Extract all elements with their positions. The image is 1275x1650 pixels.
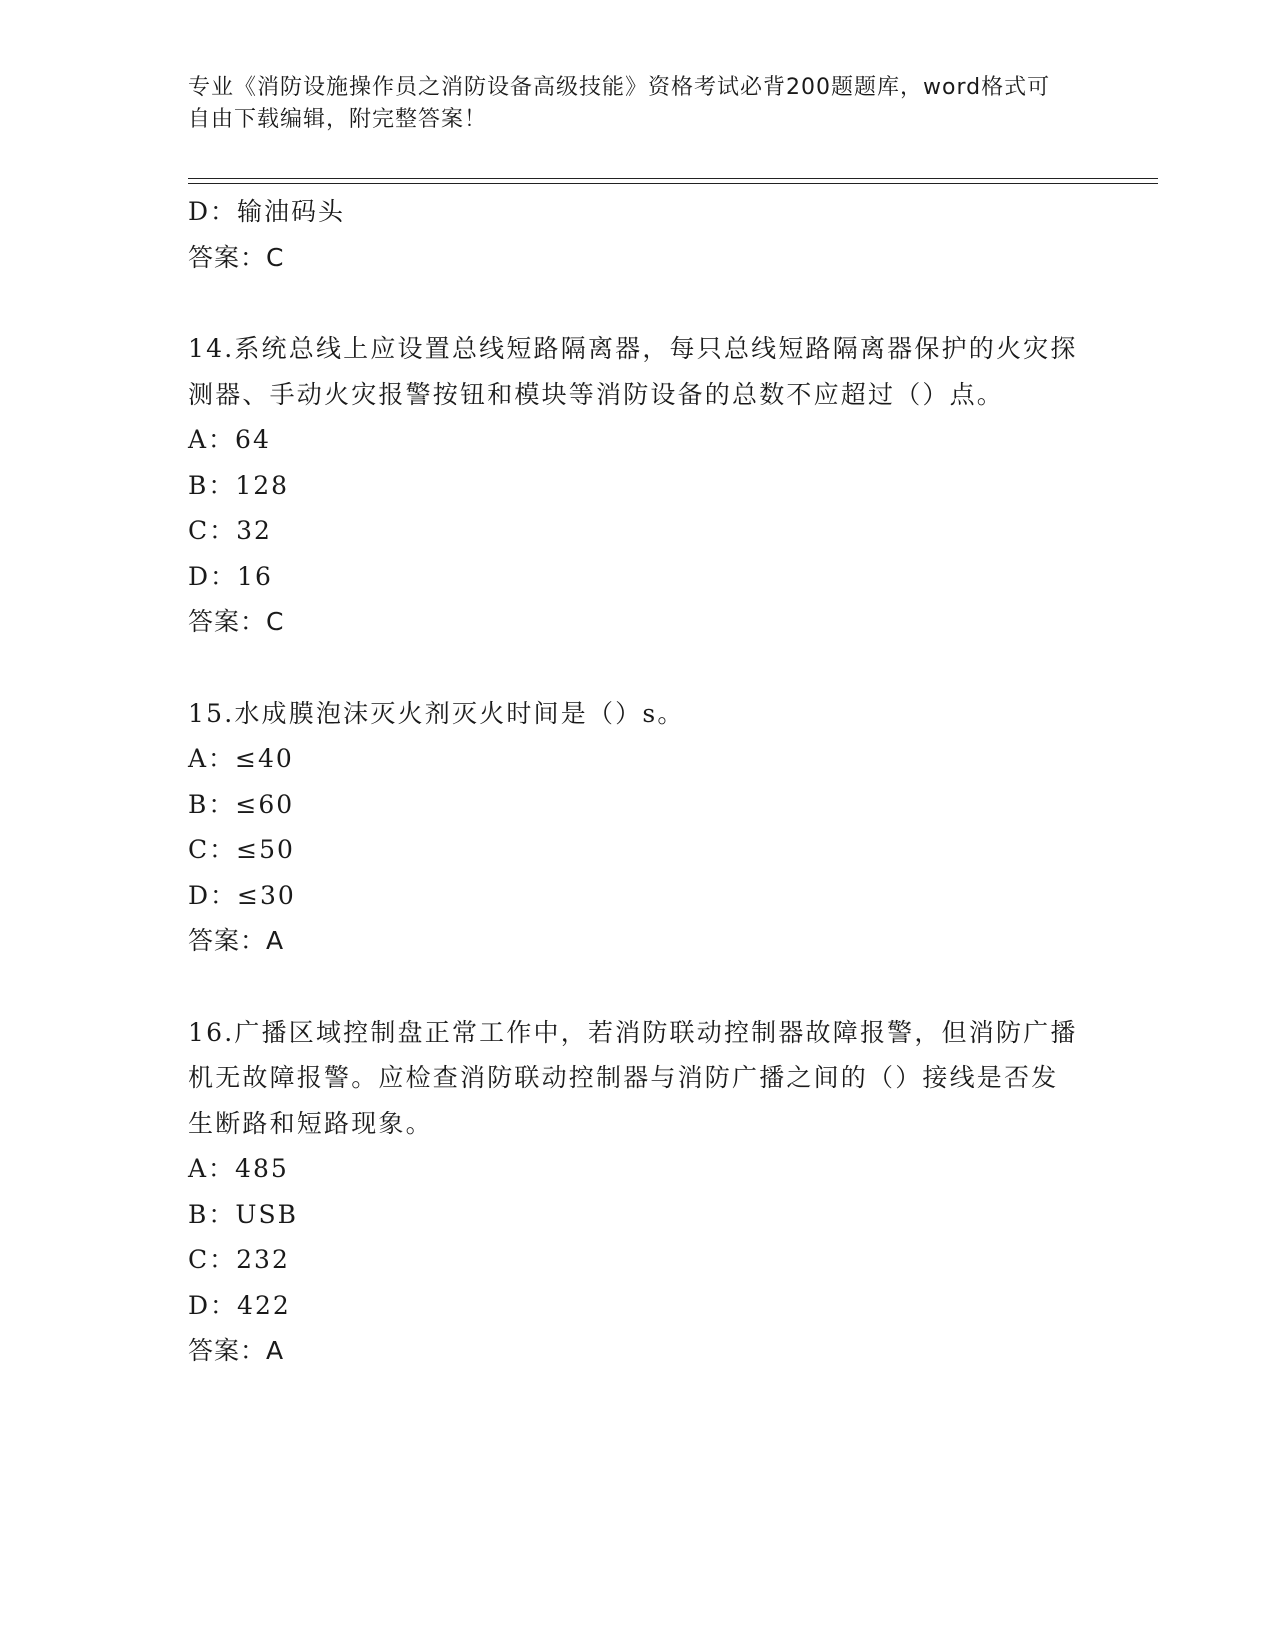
- question-16: [188, 1010, 1088, 1374]
- option-b: B：128: [188, 470, 290, 500]
- option-a: A：64: [188, 425, 271, 454]
- option-d: D：16: [188, 561, 273, 591]
- option-d: D：422: [188, 1290, 291, 1320]
- document-header: 专业《消防设施操作员之消防设备高级技能》资格考试必背200题题库，word格式可自由下载编辑，附完整答案！: [188, 75, 1051, 132]
- option-c: C：232: [188, 1245, 290, 1274]
- question-list: [188, 189, 1088, 1374]
- question-text: 14.系统总线上应设置总线短路隔离器，每只总线短路隔离器保护的火灾探测器、手动火灾报警按钮和模块等消防设备的总数不应超过（）点。: [188, 334, 1078, 409]
- option-b: B：≤60: [188, 789, 295, 819]
- prev-answer: 答案：C: [188, 242, 285, 272]
- header-divider-top: [188, 178, 1158, 179]
- option-d: D：≤30: [188, 880, 296, 910]
- option-a: A：485: [188, 1154, 289, 1183]
- question-15: [188, 691, 1088, 964]
- answer: 答案：C: [188, 607, 285, 636]
- option-c: C：32: [188, 516, 272, 545]
- answer: 答案：A: [188, 926, 285, 955]
- header-divider-bottom: [188, 183, 1158, 184]
- prev-option-d: D：输油码头: [188, 197, 346, 226]
- option-c: C：≤50: [188, 835, 295, 864]
- question-text: 15.水成膜泡沫灭火剂灭火时间是（）s。: [188, 698, 685, 728]
- question-14: [188, 326, 1088, 645]
- option-a: A：≤40: [188, 744, 294, 773]
- answer: 答案：A: [188, 1336, 285, 1365]
- question-text: 16.广播区域控制盘正常工作中，若消防联动控制器故障报警，但消防广播机无故障报警。应检查消防联动控制器与消防广播之间的（）接线是否发生断路和短路现象。: [188, 1017, 1078, 1138]
- option-b: B：USB: [188, 1199, 298, 1229]
